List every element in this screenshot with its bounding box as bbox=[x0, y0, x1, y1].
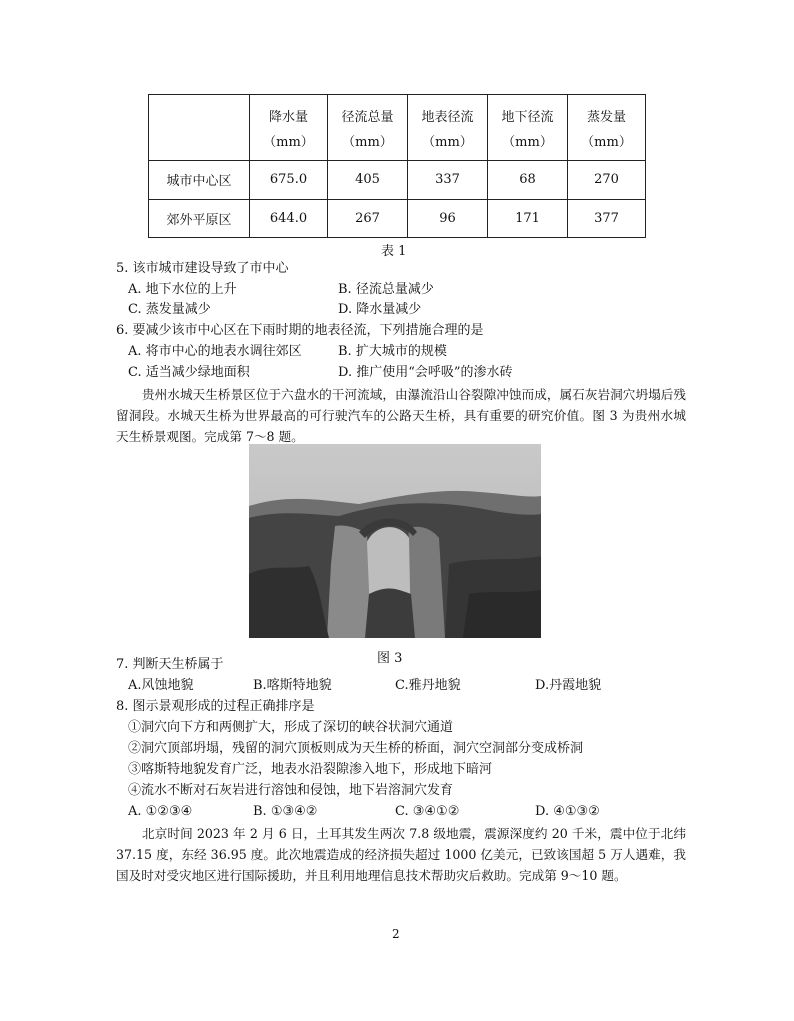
question-8-option-d: D. ④①③② bbox=[535, 804, 600, 819]
question-5-option-c: C. 蒸发量减少 bbox=[128, 302, 211, 317]
table-row bbox=[149, 161, 646, 200]
table-header-cell: 蒸发量 （mm） bbox=[568, 95, 646, 161]
table-header-cell: 地下径流 （mm） bbox=[488, 95, 568, 161]
question-7-stem: 7. 判断天生桥属于 bbox=[116, 657, 224, 672]
table-header-row bbox=[149, 95, 646, 161]
question-5-option-a: A. 地下水位的上升 bbox=[128, 282, 237, 297]
question-8-step-2: ②洞穴顶部坍塌，残留的洞穴顶板则成为天生桥的桥面，洞穴空洞部分变成桥洞 bbox=[128, 741, 584, 756]
table-cell: 675.0 bbox=[250, 161, 328, 200]
data-table bbox=[148, 94, 646, 238]
natural-bridge-illustration bbox=[249, 444, 541, 638]
figure-caption: 图 3 bbox=[377, 651, 403, 666]
question-7-option-a: A.风蚀地貌 bbox=[128, 678, 194, 693]
table-cell: 267 bbox=[327, 199, 407, 238]
table-header-cell: 降水量 （mm） bbox=[250, 95, 328, 161]
row-label: 城市中心区 bbox=[149, 161, 250, 200]
table-cell: 644.0 bbox=[250, 199, 328, 238]
question-8-step-1: ①洞穴向下方和两侧扩大，形成了深切的峡谷状洞穴通道 bbox=[128, 720, 454, 735]
table-cell: 405 bbox=[327, 161, 407, 200]
question-8-stem: 8. 图示景观形成的过程正确排序是 bbox=[116, 699, 315, 714]
passage-earthquake: 北京时间 2023 年 2 月 6 日，土耳其发生两次 7.8 级地震，震源深度约 20 千米，震中位于北纬 37.15 度，东经 36.95 度。此次地震造成的经济损失超过 1000 亿美元，已致该国超 5 万人遇难，我国及时对受灾地区进行国际援助，并且利用地理信息技术帮助灾后救助。完成第 9～10 题。 bbox=[116, 826, 686, 883]
question-5-option-d: D. 降水量减少 bbox=[338, 302, 422, 317]
table-cell: 68 bbox=[488, 161, 568, 200]
question-8-option-a: A. ①②③④ bbox=[128, 804, 193, 819]
question-7-option-b: B.喀斯特地貌 bbox=[253, 678, 332, 693]
question-6-stem: 6. 要减少该市中心区在下雨时期的地表径流，下列措施合理的是 bbox=[116, 323, 484, 338]
table-header-cell: 地表径流 （mm） bbox=[407, 95, 487, 161]
question-6-option-d: D. 推广使用“会呼吸”的渗水砖 bbox=[338, 365, 513, 380]
table-cell: 377 bbox=[568, 199, 646, 238]
question-5-option-b: B. 径流总量减少 bbox=[338, 282, 434, 297]
question-7-option-d: D.丹霞地貌 bbox=[535, 678, 602, 693]
question-8-step-3: ③喀斯特地貌发育广泛，地表水沿裂隙渗入地下，形成地下暗河 bbox=[128, 762, 493, 777]
question-7-option-c: C.雅丹地貌 bbox=[395, 678, 461, 693]
table-cell: 96 bbox=[407, 199, 487, 238]
natural-bridge-photo bbox=[249, 444, 541, 638]
question-5-stem: 5. 该市城市建设导致了市中心 bbox=[116, 261, 289, 276]
question-6-option-c: C. 适当减少绿地面积 bbox=[128, 365, 250, 380]
table-cell: 171 bbox=[488, 199, 568, 238]
table-header-cell: 径流总量 （mm） bbox=[327, 95, 407, 161]
page-number: 2 bbox=[392, 927, 400, 941]
question-6-option-b: B. 扩大城市的规模 bbox=[338, 344, 447, 359]
question-6-option-a: A. 将市中心的地表水调往郊区 bbox=[128, 344, 302, 359]
question-8-option-b: B. ①③④② bbox=[253, 804, 318, 819]
row-label: 郊外平原区 bbox=[149, 199, 250, 238]
table-corner-cell bbox=[149, 95, 250, 161]
table-row bbox=[149, 199, 646, 238]
question-8-step-4: ④流水不断对石灰岩进行溶蚀和侵蚀，地下岩溶洞穴发育 bbox=[128, 783, 454, 798]
table-cell: 270 bbox=[568, 161, 646, 200]
table-caption: 表 1 bbox=[381, 244, 407, 259]
passage-tianshengqiao: 贵州水城天生桥景区位于六盘水的干河流域，由瀑流沿山谷裂隙冲蚀而成，属石灰岩洞穴坍塌后残留洞段。水城天生桥为世界最高的可行驶汽车的公路天生桥，具有重要的研究价值。图 3 为贵州水城天生桥景观图。完成第 7～8 题。 bbox=[116, 387, 686, 444]
question-8-option-c: C. ③④①② bbox=[395, 804, 460, 819]
table-cell: 337 bbox=[407, 161, 487, 200]
